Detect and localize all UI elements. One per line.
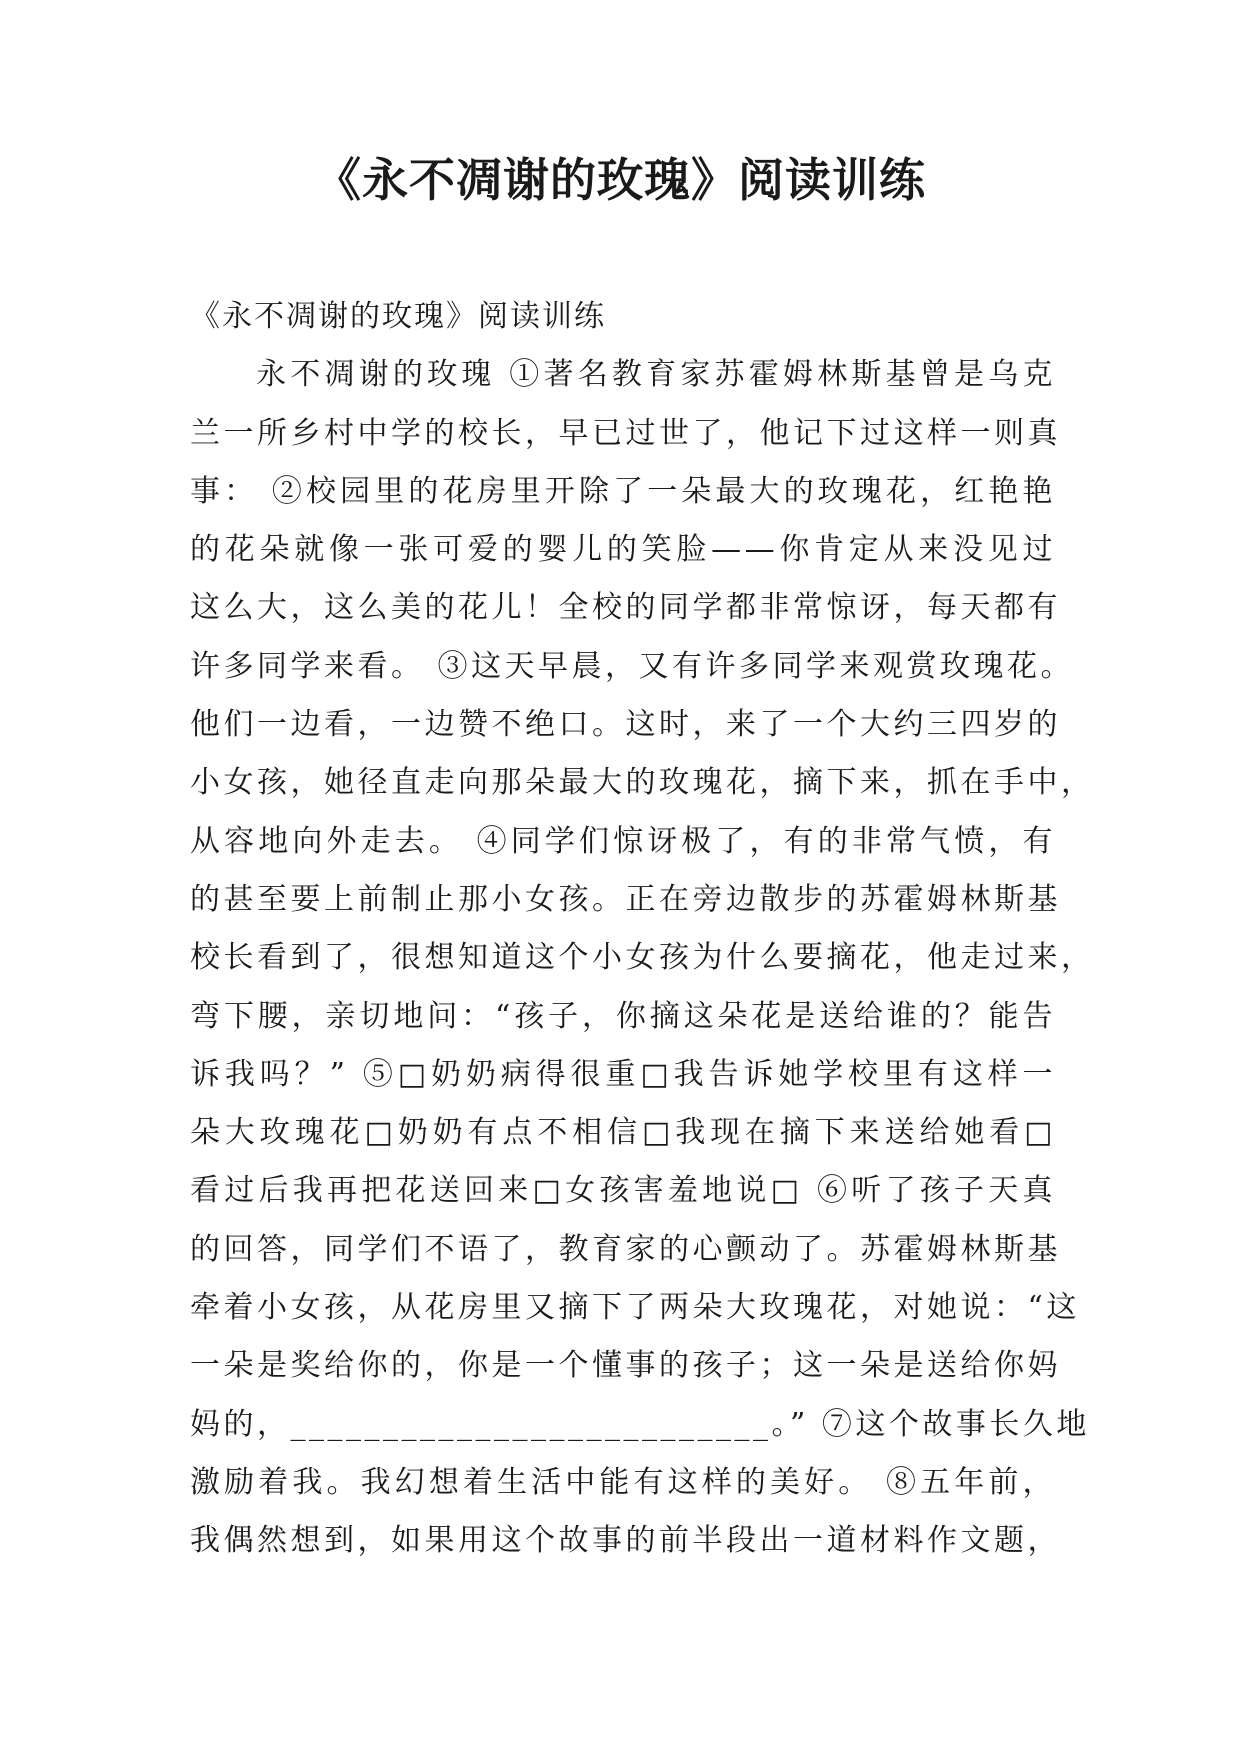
paragraph-line: 小女孩，她径直走向那朵最大的玫瑰花，摘下来，抓在手中， bbox=[190, 765, 1095, 801]
paragraph-line: 许多同学来看。 ③这天早晨，又有许多同学来观赏玫瑰花。 bbox=[190, 648, 1075, 684]
paragraph-line: 一朵是奖给你的，你是一个懂事的孩子；这一朵是送给你妈 bbox=[190, 1348, 1061, 1384]
paragraph-line: 看过后我再把花送回来□女孩害羞地说□ ⑥听了孩子天真 bbox=[190, 1173, 1056, 1209]
paragraph-line: 的花朵就像一张可爱的婴儿的笑脸——你肯定从来没见过 bbox=[190, 532, 1056, 568]
paragraph-line: 的回答，同学们不语了，教育家的心颤动了。苏霍姆林斯基 bbox=[190, 1231, 1061, 1267]
paragraph-line: 事： ②校园里的花房里开除了一朵最大的玫瑰花，红艳艳 bbox=[190, 473, 1056, 509]
paragraph-line: 校长看到了，很想知道这个小女孩为什么要摘花，他走过来， bbox=[190, 940, 1095, 976]
paragraph-line: 他们一边看，一边赞不绝口。这时，来了一个大约三四岁的 bbox=[190, 707, 1061, 743]
paragraph-line: 从容地向外走去。 ④同学们惊讶极了，有的非常气愤，有 bbox=[190, 823, 1056, 859]
paragraph-line: 诉我吗？” ⑤□奶奶病得很重□我告诉她学校里有这样一 bbox=[190, 1056, 1056, 1092]
paragraph-line: 兰一所乡村中学的校长，早已过世了，他记下过这样一则真 bbox=[190, 415, 1061, 451]
paragraph-line: 我偶然想到，如果用这个故事的前半段出一道材料作文题， bbox=[190, 1523, 1061, 1559]
paragraph-line: 这么大，这么美的花儿！全校的同学都非常惊讶，每天都有 bbox=[190, 590, 1061, 626]
paragraph-line: 永不凋谢的玫瑰 ①著名教育家苏霍姆林斯基曾是乌克 bbox=[256, 357, 1056, 393]
page-title: 《永不凋谢的玫瑰》阅读训练 bbox=[315, 153, 926, 207]
paragraph-line: 的甚至要上前制止那小女孩。正在旁边散步的苏霍姆林斯基 bbox=[190, 881, 1061, 917]
document-body bbox=[190, 288, 1095, 1571]
paragraph-line: 妈的，__________________________。” ⑦这个故事长久地 bbox=[190, 1406, 1090, 1442]
paragraph-line: 弯下腰，亲切地问：“孩子，你摘这朵花是送给谁的？能告 bbox=[190, 998, 1056, 1034]
paragraph-line: 牵着小女孩，从花房里又摘下了两朵大玫瑰花，对她说：“这 bbox=[190, 1290, 1080, 1326]
paragraph-line: 朵大玫瑰花□奶奶有点不相信□我现在摘下来送给她看□ bbox=[190, 1115, 1056, 1151]
paragraph-line: 激励着我。我幻想着生活中能有这样的美好。 ⑧五年前， bbox=[190, 1464, 1056, 1500]
subtitle-line: 《永不凋谢的玫瑰》阅读训练 bbox=[190, 299, 606, 334]
